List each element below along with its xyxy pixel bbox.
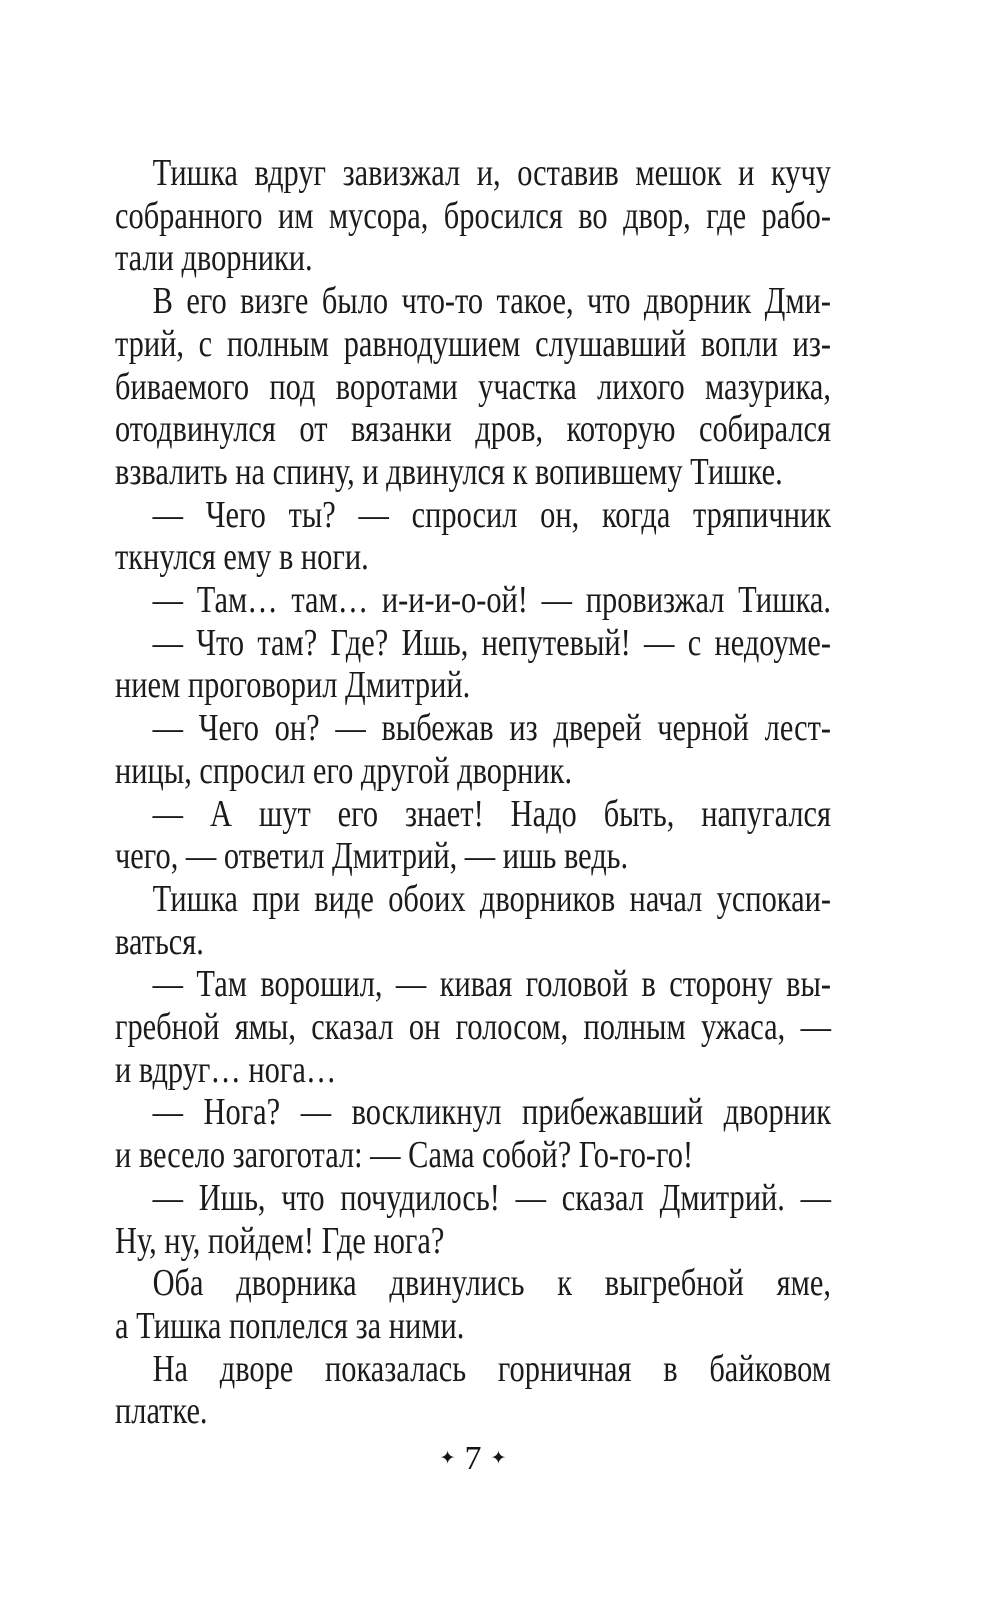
text-line: трий, с полным равнодушием слушавший вопли из- <box>115 322 831 365</box>
text-line: а Тишка поплелся за ними. <box>115 1304 465 1347</box>
text-line: собранного им мусора, бросился во двор, где рабо- <box>115 194 831 237</box>
text-line: Тишка вдруг завизжал и, оставив мешок и кучу <box>152 152 832 194</box>
text-line: — Что там? Где? Ишь, непутевый! — с недоуме- <box>152 621 832 664</box>
diamond-ornament-icon-left: ✦ <box>439 1447 456 1469</box>
text-line: На дворе показалась горничная в байковом <box>152 1347 832 1390</box>
text-line: Оба дворника двинулись к выгребной яме, <box>152 1262 832 1305</box>
text-line: — Нога? — воскликнул прибежавший дворник <box>152 1091 832 1134</box>
text-line: — Там… там… и-и-и-о-ой! — провизжал Тишка. <box>152 579 832 622</box>
text-line: — Ишь, что почудилось! — сказал Дмитрий. — <box>152 1176 832 1219</box>
diamond-ornament-icon-right: ✦ <box>490 1447 507 1469</box>
text-line: ницы, спросил его другой дворник. <box>115 749 573 792</box>
text-line: — Там ворошил, — кивая головой в сторону вы- <box>152 963 832 1006</box>
text-line: гребной ямы, сказал он голосом, полным ужаса, — <box>115 1006 831 1049</box>
text-line: — Чего ты? — спросил он, когда тряпичник <box>152 493 832 536</box>
text-line: Ну, ну, пойдем! Где нога? <box>115 1219 445 1262</box>
text-line: отодвинулся от вязанки дров, которую собирался <box>115 408 831 451</box>
text-line: В его визге было что-то такое, что дворник Дми- <box>152 280 832 323</box>
text-line: — Чего он? — выбежав из дверей черной лест- <box>152 707 832 750</box>
text-line: платке. <box>115 1390 208 1433</box>
text-line: и вдруг… нога… <box>115 1048 337 1091</box>
text-line: ваться. <box>115 920 204 963</box>
text-line: — А шут его знает! Надо быть, напугался <box>152 792 832 835</box>
text-line: ткнулся ему в ноги. <box>115 536 369 579</box>
text-line: и весело загоготал: — Сама собой? Го-го-го! <box>115 1134 694 1177</box>
text-block <box>115 152 831 1433</box>
text-line: взвалить на спину, и двинулся к вопившему Тишке. <box>115 450 783 493</box>
text-line: чего, — ответил Дмитрий, — ишь ведь. <box>115 835 629 878</box>
text-line: биваемого под воротами участка лихого мазурика, <box>115 365 831 408</box>
page-number: 7 <box>464 1440 482 1477</box>
page-footer <box>115 1440 831 1478</box>
text-line: нием проговорил Дмитрий. <box>115 664 471 707</box>
text-line: Тишка при виде обоих дворников начал успокаи- <box>152 877 832 920</box>
text-line: тали дворники. <box>115 237 313 280</box>
